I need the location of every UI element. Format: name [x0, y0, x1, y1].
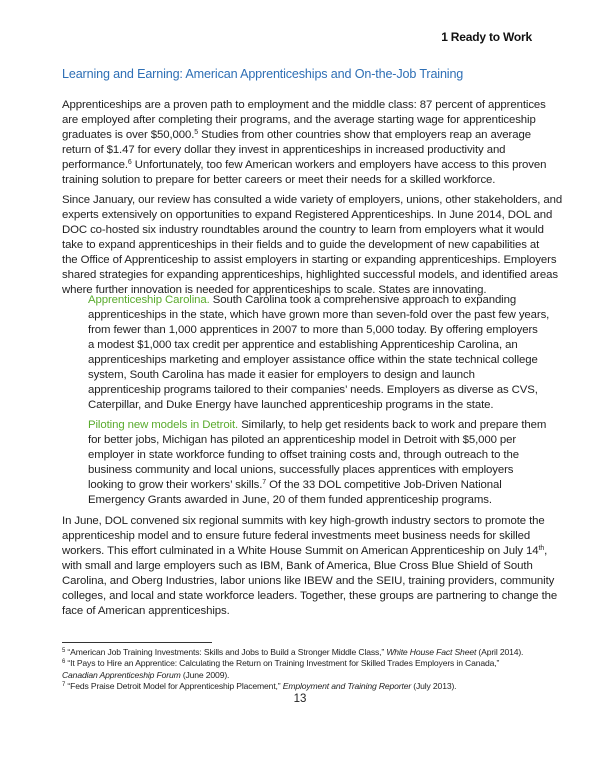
footnote-text: “Feds Praise Detroit Model for Apprenticeship Placement,” — [65, 681, 283, 692]
footnote-date: (June 2009). — [180, 669, 230, 680]
footnotes — [62, 647, 552, 693]
footnote-date: (July 2013). — [411, 681, 457, 692]
text-line: experts extensively on opportunities to expand Registered Apprenticeships. In June 2014, DOL and — [62, 209, 553, 221]
footnote-7 — [62, 681, 552, 692]
text-span: Similarly, to help get residents back to work and prepare them — [238, 419, 547, 431]
text-line — [62, 128, 540, 143]
footnote-date: (April 2014). — [476, 647, 524, 657]
footnote-ref[interactable]: 6 — [127, 159, 132, 166]
text-line: take to expand apprenticeships in their fields and to guide the development of new capabilities at — [62, 239, 540, 251]
text-line: return of $1.47 for every dollar they invest in apprenticeships in increased productivity and — [62, 144, 506, 156]
running-header: 1 Ready to Work — [441, 30, 532, 44]
text-line: apprenticeships in the state, which have grown more than seven-fold over the past few years, — [88, 309, 550, 321]
ordinal-suffix: th — [538, 545, 545, 552]
text-line — [88, 418, 547, 433]
footnote-5 — [62, 647, 552, 658]
text-line: are employed after completing their programs, and the average starting wage for apprenticeship — [62, 114, 536, 126]
text-span: looking to grow their workers’ skills. — [88, 479, 263, 491]
footnote-divider — [62, 642, 212, 643]
text-line: for better jobs, Michigan has piloted an apprenticeship model in Detroit with $5,000 per — [88, 434, 517, 446]
text-line: In June, DOL convened six regional summits with key high-growth industry sectors to promote the — [62, 515, 545, 527]
footnote-source: Employment and Training Reporter — [282, 681, 412, 692]
text-line: Since January, our review has consulted a wide variety of employers, unions, other stakeholders, and — [62, 194, 563, 206]
text-line — [62, 158, 547, 173]
footnote-ref[interactable]: 7 — [262, 479, 267, 486]
text-line: with small and large employers such as IBM, Bank of America, Blue Cross Blue Shield of South — [62, 560, 533, 572]
highlight-lead: Apprenticeship Carolina. — [88, 294, 210, 306]
text-line: employer in state workforce funding to offset training costs and, through outreach to the — [88, 449, 519, 461]
text-line: apprenticeship model and to ensure future federal investments meet business needs for skilled — [62, 530, 531, 542]
text-line: business community and local unions, successfully places apprentices with employers — [88, 464, 514, 476]
text-line: system, South Carolina has made it easier for employers to design and launch — [88, 369, 475, 381]
text-line: Emergency Grants awarded in June, 20 of them funded apprenticeship programs. — [88, 494, 492, 506]
text-span: graduates is over $50,000. — [62, 129, 195, 141]
text-line: Caterpillar, and Duke Energy have launched apprenticeship programs in the state. — [88, 399, 494, 411]
footnote-number: 5 — [62, 648, 66, 654]
footnote-source: Canadian Apprenticeship Forum — [62, 669, 181, 680]
text-line: the Office of Apprenticeship to assist employers in starting or expanding apprenticeships. Employers — [62, 254, 557, 266]
text-line: face of American apprenticeships. — [62, 605, 230, 617]
text-span: workers. This effort culminated in a White House Summit on American Apprenticeship on July 14 — [62, 545, 539, 557]
text-line: training solution to prepare for better careers or meet their needs for a skilled workforce. — [62, 174, 496, 186]
footnote-number: 6 — [62, 659, 66, 666]
text-span: Of the 33 DOL competitive Job-Driven National — [266, 479, 502, 491]
footnote-source: White House Fact Sheet — [386, 647, 477, 657]
footnote-number: 7 — [62, 682, 66, 689]
text-line: Apprenticeships are a proven path to employment and the middle class: 87 percent of apprentices — [62, 99, 546, 111]
section-title: Learning and Earning: American Apprenticeships and On-the-Job Training — [62, 67, 464, 81]
text-span: performance. — [62, 159, 128, 171]
text-line: where further innovation is needed for apprenticeships to scale. States are innovating. — [62, 284, 487, 296]
text-line: colleges, and local and state workforce leaders. Together, these groups are partnering to change the — [62, 590, 558, 602]
paragraph-review — [62, 193, 563, 298]
text-line: Carolina, and Oberg Industries, labor unions like IBEW and the SEIU, training providers, community — [62, 575, 555, 587]
paragraph-apprenticeship-carolina — [88, 293, 550, 413]
text-line — [62, 544, 548, 559]
footnote-text: “It Pays to Hire an Apprentice: Calculating the Return on Training Investment for Skilled Trades Employers in Canada,” — [65, 658, 500, 669]
paragraph-summits — [62, 514, 558, 619]
paragraph-intro — [62, 98, 547, 188]
text-span: , — [544, 545, 548, 557]
text-line: apprenticeships marketing and employer assistance office within the state technical college — [88, 354, 538, 366]
text-span: Unfortunately, too few American workers and employers have access to this proven — [131, 159, 547, 171]
text-line: from fewer than 1,000 apprentices in 2007 to more than 5,000 today. By offering employers — [88, 324, 538, 336]
text-line: DOC co-hosted six industry roundtables around the country to learn from employers what it would — [62, 224, 544, 236]
highlight-lead: Piloting new models in Detroit. — [88, 419, 239, 431]
text-line: a modest $1,000 tax credit per apprentice and establishing Apprenticeship Carolina, an — [88, 339, 518, 351]
footnote-ref[interactable]: 5 — [194, 129, 199, 136]
page-number: 13 — [293, 693, 307, 705]
paragraph-detroit — [88, 418, 547, 508]
footnote-6 — [62, 658, 552, 669]
text-line — [88, 293, 543, 308]
text-span: South Carolina took a comprehensive approach to expanding — [209, 294, 517, 306]
footnote-text: “American Job Training Investments: Skills and Jobs to Build a Stronger Middle Class,” — [65, 647, 387, 657]
text-line: shared strategies for expanding apprenticeships, highlighted successful models, and identified areas — [62, 269, 558, 281]
text-line: apprenticeship programs tailored to their companies’ needs. Employers as diverse as CVS, — [88, 384, 538, 396]
footnote-6-cont — [62, 670, 552, 681]
text-line — [88, 478, 543, 493]
text-span: Studies from other countries show that employers reap an average — [198, 129, 531, 141]
